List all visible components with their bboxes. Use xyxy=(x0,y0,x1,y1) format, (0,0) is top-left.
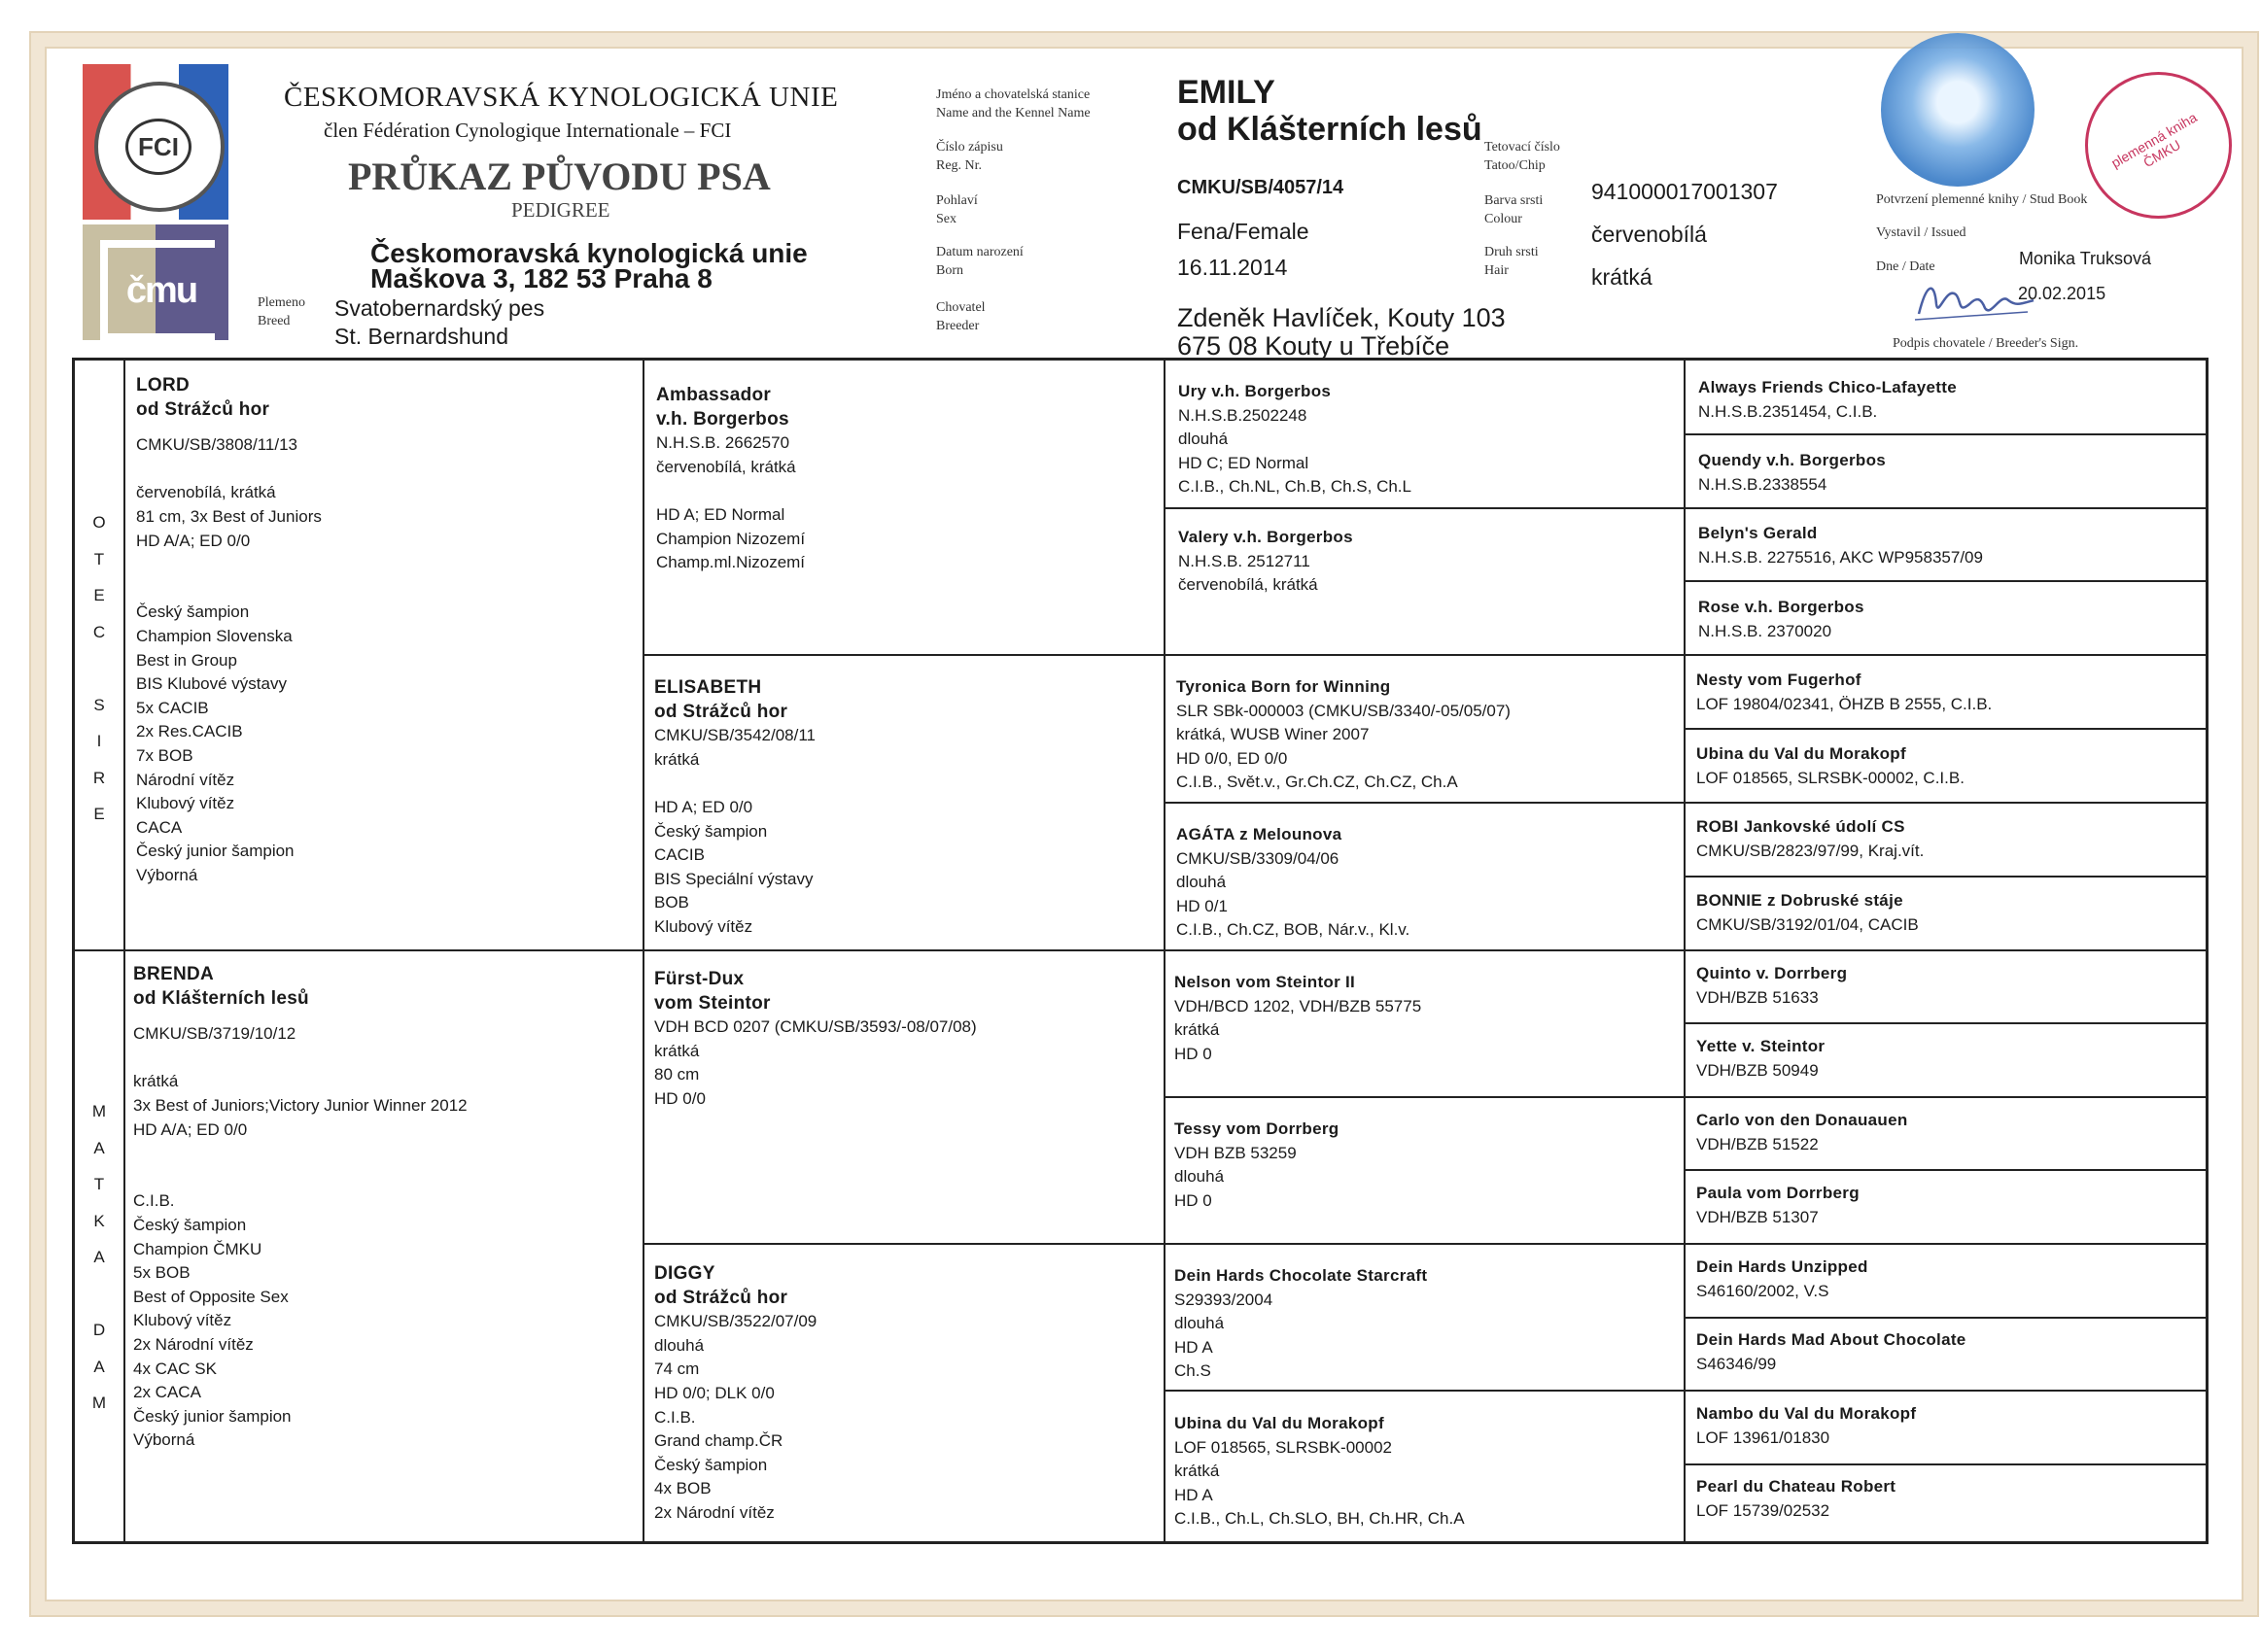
ancestor-details: LOF 19804/02341, ÖHZB B 2555, C.I.B. xyxy=(1696,694,1993,713)
ancestor-details: VDH BZB 53259 dlouhá HD 0 xyxy=(1174,1143,1297,1210)
born-label: Datum narození Born xyxy=(936,245,1024,278)
date-value: 20.02.2015 xyxy=(2018,284,2106,303)
ancestor-cell xyxy=(656,384,1152,575)
ancestor-cell xyxy=(1696,1109,2192,1156)
breed-label: Plemeno Breed xyxy=(258,295,305,328)
name-label: Jméno a chovatelská stanice Name and the Kennel Name xyxy=(936,87,1091,120)
ancestor-cell xyxy=(654,968,1150,1112)
sire-letter: E xyxy=(93,586,105,604)
dam-letter: A xyxy=(93,1357,105,1376)
ancestor-name: DIGGY xyxy=(654,1263,715,1284)
ancestor-cell xyxy=(1178,380,1674,499)
ancestor-name: Carlo von den Donauauen xyxy=(1696,1111,1908,1129)
chip-value: 941000017001307 xyxy=(1591,179,1778,204)
dam-side-label xyxy=(85,1093,114,1422)
ancestor-name: Pearl du Chateau Robert xyxy=(1696,1477,1896,1496)
ancestor-name: Ury v.h. Borgerbos xyxy=(1178,382,1332,400)
ancestor-name: Nesty vom Fugerhof xyxy=(1696,671,1861,689)
ancestor-details: S46160/2002, V.S xyxy=(1696,1281,1829,1300)
ancestor-cell xyxy=(1176,823,1672,943)
studbook-stamp xyxy=(2085,72,2232,219)
fci-logo-text: FCI xyxy=(125,119,191,175)
ancestor-name: Quendy v.h. Borgerbos xyxy=(1698,451,1887,469)
ancestor-cell xyxy=(1174,971,1670,1066)
ancestor-details: S29393/2004 dlouhá HD A Ch.S xyxy=(1174,1290,1273,1381)
ancestor-details: LOF 15739/02532 xyxy=(1696,1500,1830,1520)
sire-name: LORD xyxy=(136,375,191,396)
ancestor-cell xyxy=(1696,669,2192,716)
ancestor-kennel: v.h. Borgerbos xyxy=(656,408,789,430)
ancestor-name: Ubina du Val du Morakopf xyxy=(1174,1414,1384,1432)
ancestor-details: CMKU/SB/3192/01/04, CACIB xyxy=(1696,914,1919,934)
sire-details: CMKU/SB/3808/11/13 červenobílá, krátká 81 cm, 3x Best of Juniors HD A/A; ED 0/0 Český šampion Champion Slovenska Best in Group BIS Klubové výstavy 5x CACIB 2x Res.CACIB 7x BOB Národní vítěz Klubový vítěz CACA Český junior šampion Výborná xyxy=(136,435,322,884)
sire-kennel: od Strážců hor xyxy=(136,398,270,420)
ancestor-cell xyxy=(1696,1182,2192,1229)
studbook-label: Potvrzení plemenné knihy / Stud Book xyxy=(1876,192,2088,207)
ancestor-cell xyxy=(1174,1118,1670,1213)
ancestor-details: VDH BCD 0207 (CMKU/SB/3593/-08/07/08) krátká 80 cm HD 0/0 xyxy=(654,1017,977,1108)
dam-details: CMKU/SB/3719/10/12 krátká 3x Best of Juniors;Victory Junior Winner 2012 HD A/A; ED 0/0 C.I.B. Český šampion Champion ČMKU 5x BOB Best of Opposite Sex Klubový vítěz 2x Národní vítěz 4x CAC SK 2x CACA Český junior šampion Výborná xyxy=(133,1024,468,1450)
dog-kennel: od Klášterních lesů xyxy=(1177,111,1482,148)
ancestor-name: Nelson vom Steintor II xyxy=(1174,973,1356,991)
ancestor-details: LOF 13961/01830 xyxy=(1696,1428,1830,1447)
ancestor-details: CMKU/SB/3522/07/09 dlouhá 74 cm HD 0/0; DLK 0/0 C.I.B. Grand champ.ČR Český šampion 4x BOB 2x Národní vítěz xyxy=(654,1312,817,1522)
logo-block xyxy=(83,64,228,340)
ancestor-details: CMKU/SB/2823/97/99, Kraj.vít. xyxy=(1696,841,1925,860)
ancestor-cell xyxy=(1698,449,2194,497)
ancestor-name: Yette v. Steintor xyxy=(1696,1037,1826,1055)
fci-member-line: člen Fédération Cynologique Internationale – FCI xyxy=(324,119,732,142)
dam-kennel: od Klášterních lesů xyxy=(133,987,309,1009)
ancestor-details: CMKU/SB/3542/08/11 krátká HD A; ED 0/0 Český šampion CACIB BIS Speciální výstavy BOB Klubový vítěz xyxy=(654,726,816,936)
sire-letter: E xyxy=(93,805,105,823)
ancestor-name: Quinto v. Dorrberg xyxy=(1696,964,1848,982)
document-subtitle: PEDIGREE xyxy=(511,198,610,222)
signature xyxy=(1913,275,2037,324)
sire-letter: O xyxy=(92,513,106,532)
sire-letter: R xyxy=(92,768,106,787)
ancestor-name: Fürst-Dux xyxy=(654,969,745,989)
dam-letter: A xyxy=(93,1248,105,1266)
sire-letter: I xyxy=(96,732,102,750)
ancestor-details: N.H.S.B.2338554 xyxy=(1698,474,1827,494)
ancestor-cell xyxy=(1696,1475,2192,1523)
ancestor-kennel: vom Steintor xyxy=(654,992,771,1014)
dam-letter-gap xyxy=(85,1276,114,1313)
ancestor-cell xyxy=(654,1262,1150,1526)
dam-name: BRENDA xyxy=(133,964,215,984)
ancestor-cell xyxy=(1698,596,2194,643)
sire-cell xyxy=(136,374,632,887)
ancestor-name: Tyronica Born for Winning xyxy=(1176,677,1391,696)
cmu-logo-text: čmu xyxy=(100,240,215,341)
ancestor-details: VDH/BZB 51307 xyxy=(1696,1207,1819,1226)
ancestor-name: ROBI Jankovské údolí CS xyxy=(1696,817,1905,836)
chip-label: Tetovací číslo Tatoo/Chip xyxy=(1484,140,1560,173)
sire-letter: C xyxy=(92,622,106,641)
issued-label: Vystavil / Issued xyxy=(1876,225,1966,240)
ancestor-details: N.H.S.B. 2370020 xyxy=(1698,621,1832,640)
ancestor-name: Nambo du Val du Morakopf xyxy=(1696,1404,1917,1423)
reg-number: CMKU/SB/4057/14 xyxy=(1177,177,1344,198)
ancestor-cell xyxy=(1696,1402,2192,1450)
ancestor-details: SLR SBk-000003 (CMKU/SB/3340/-05/05/07) krátká, WUSB Winer 2007 HD 0/0, ED 0/0 C.I.B., Svět.v., Gr.Ch.CZ, Ch.CZ, Ch.A xyxy=(1176,701,1511,792)
ancestor-cell xyxy=(1696,962,2192,1010)
dam-letter: M xyxy=(91,1102,107,1120)
issued-value: Monika Truksová xyxy=(2019,249,2152,268)
ancestor-name: Always Friends Chico-Lafayette xyxy=(1698,378,1957,396)
ancestor-name: Dein Hards Mad About Chocolate xyxy=(1696,1330,1966,1349)
document-title: PRŮKAZ PŮVODU PSA xyxy=(348,155,771,198)
dam-letter: M xyxy=(91,1394,107,1412)
ancestor-details: VDH/BZB 50949 xyxy=(1696,1060,1819,1080)
ancestor-name: Belyn's Gerald xyxy=(1698,524,1818,542)
pedigree-table xyxy=(72,358,2209,1544)
dam-cell xyxy=(133,963,634,1453)
ancestor-cell xyxy=(654,676,1150,940)
ancestor-cell xyxy=(1176,675,1672,795)
date-label: Dne / Date xyxy=(1876,259,1935,274)
sire-letter: T xyxy=(93,549,105,568)
ancestor-details: VDH/BZB 51633 xyxy=(1696,987,1819,1007)
ancestor-name: Tessy vom Dorrberg xyxy=(1174,1119,1339,1138)
ancestor-details: LOF 018565, SLRSBK-00002 krátká HD A C.I.B., Ch.L, Ch.SLO, BH, Ch.HR, Ch.A xyxy=(1174,1437,1465,1529)
sign-label: Podpis chovatele / Breeder's Sign. xyxy=(1893,336,2079,351)
ancestor-details: N.H.S.B. 2662570 červenobílá, krátká HD A; ED Normal Champion Nizozemí Champ.ml.Nizozemí xyxy=(656,433,806,572)
dam-letter: K xyxy=(93,1211,105,1230)
ancestor-cell xyxy=(1696,889,2192,937)
ancestor-details: CMKU/SB/3309/04/06 dlouhá HD 0/1 C.I.B., Ch.CZ, BOB, Nár.v., Kl.v. xyxy=(1176,848,1410,940)
ancestor-details: LOF 018565, SLRSBK-00002, C.I.B. xyxy=(1696,768,1965,787)
ancestor-cell xyxy=(1174,1264,1670,1384)
ancestor-cell xyxy=(1696,815,2192,863)
cmu-logo xyxy=(83,224,228,340)
ancestor-name: AGÁTA z Melounova xyxy=(1176,825,1342,843)
ancestor-name: Ubina du Val du Morakopf xyxy=(1696,744,1906,763)
sex-label: Pohlaví Sex xyxy=(936,193,978,226)
breed-cz: Svatobernardský pes xyxy=(334,295,545,321)
ancestor-cell xyxy=(1696,1256,2192,1303)
ancestor-cell xyxy=(1696,742,2192,790)
ancestor-name: Ambassador xyxy=(656,385,772,405)
fci-logo xyxy=(94,82,225,212)
ancestor-name: Dein Hards Unzipped xyxy=(1696,1257,1868,1276)
ancestor-details: N.H.S.B.2351454, C.I.B. xyxy=(1698,401,1878,421)
sex-value: Fena/Female xyxy=(1177,219,1309,244)
dam-letter: D xyxy=(92,1321,106,1339)
breeder-line-2: 675 08 Kouty u Třebíče xyxy=(1177,331,1450,361)
hair-label: Druh srsti Hair xyxy=(1484,245,1539,278)
colour-label: Barva srsti Colour xyxy=(1484,193,1544,226)
dam-letter: A xyxy=(93,1138,105,1157)
ancestor-details: N.H.S.B. 2275516, AKC WP958357/09 xyxy=(1698,547,1983,567)
org-title: ČESKOMORAVSKÁ KYNOLOGICKÁ UNIE xyxy=(284,82,839,113)
ancestor-details: S46346/99 xyxy=(1696,1354,1777,1373)
ancestor-cell xyxy=(1178,526,1674,598)
hair-value: krátká xyxy=(1591,264,1652,290)
breeder-line-1: Zdeněk Havlíček, Kouty 103 xyxy=(1177,303,1506,332)
ancestor-details: VDH/BZB 51522 xyxy=(1696,1134,1819,1153)
ancestor-kennel: od Strážců hor xyxy=(654,701,788,722)
sire-side-label xyxy=(85,504,114,833)
ancestor-name: Valery v.h. Borgerbos xyxy=(1178,528,1353,546)
ancestor-kennel: od Strážců hor xyxy=(654,1287,788,1308)
ancestor-details: N.H.S.B.2502248 dlouhá HD C; ED Normal C.I.B., Ch.NL, Ch.B, Ch.S, Ch.L xyxy=(1178,405,1411,497)
ancestor-details: VDH/BCD 1202, VDH/BZB 55775 krátká HD 0 xyxy=(1174,996,1422,1063)
reg-label: Číslo zápisu Reg. Nr. xyxy=(936,140,1003,173)
dog-name: EMILY xyxy=(1177,74,1275,111)
sire-letter-gap xyxy=(85,650,114,687)
dam-letter: T xyxy=(93,1175,105,1193)
org-address: Maškova 3, 182 53 Praha 8 xyxy=(370,263,713,293)
ancestor-name: Dein Hards Chocolate Starcraft xyxy=(1174,1266,1428,1285)
breeder-label: Chovatel Breeder xyxy=(936,300,986,333)
ancestor-name: Rose v.h. Borgerbos xyxy=(1698,598,1864,616)
hologram-seal xyxy=(1881,33,2035,187)
colour-value: červenobílá xyxy=(1591,222,1707,247)
breed-de: St. Bernardshund xyxy=(334,324,509,349)
born-value: 16.11.2014 xyxy=(1177,255,1288,280)
org-name: Českomoravská kynologická unie xyxy=(370,238,808,268)
fci-logo-background xyxy=(83,64,228,220)
ancestor-cell xyxy=(1698,376,2194,424)
studbook-stamp-text: plemenná kniha ČMKU xyxy=(2108,109,2200,171)
ancestor-details: N.H.S.B. 2512711 červenobílá, krátká xyxy=(1178,551,1318,595)
ancestor-cell xyxy=(1698,522,2194,569)
ancestor-name: ELISABETH xyxy=(654,677,762,698)
ancestor-name: Paula vom Dorrberg xyxy=(1696,1184,1860,1202)
ancestor-name: BONNIE z Dobruské stáje xyxy=(1696,891,1903,910)
ancestor-cell xyxy=(1696,1328,2192,1376)
sire-letter: S xyxy=(93,695,105,714)
ancestor-cell xyxy=(1696,1035,2192,1083)
ancestor-cell xyxy=(1174,1412,1670,1532)
